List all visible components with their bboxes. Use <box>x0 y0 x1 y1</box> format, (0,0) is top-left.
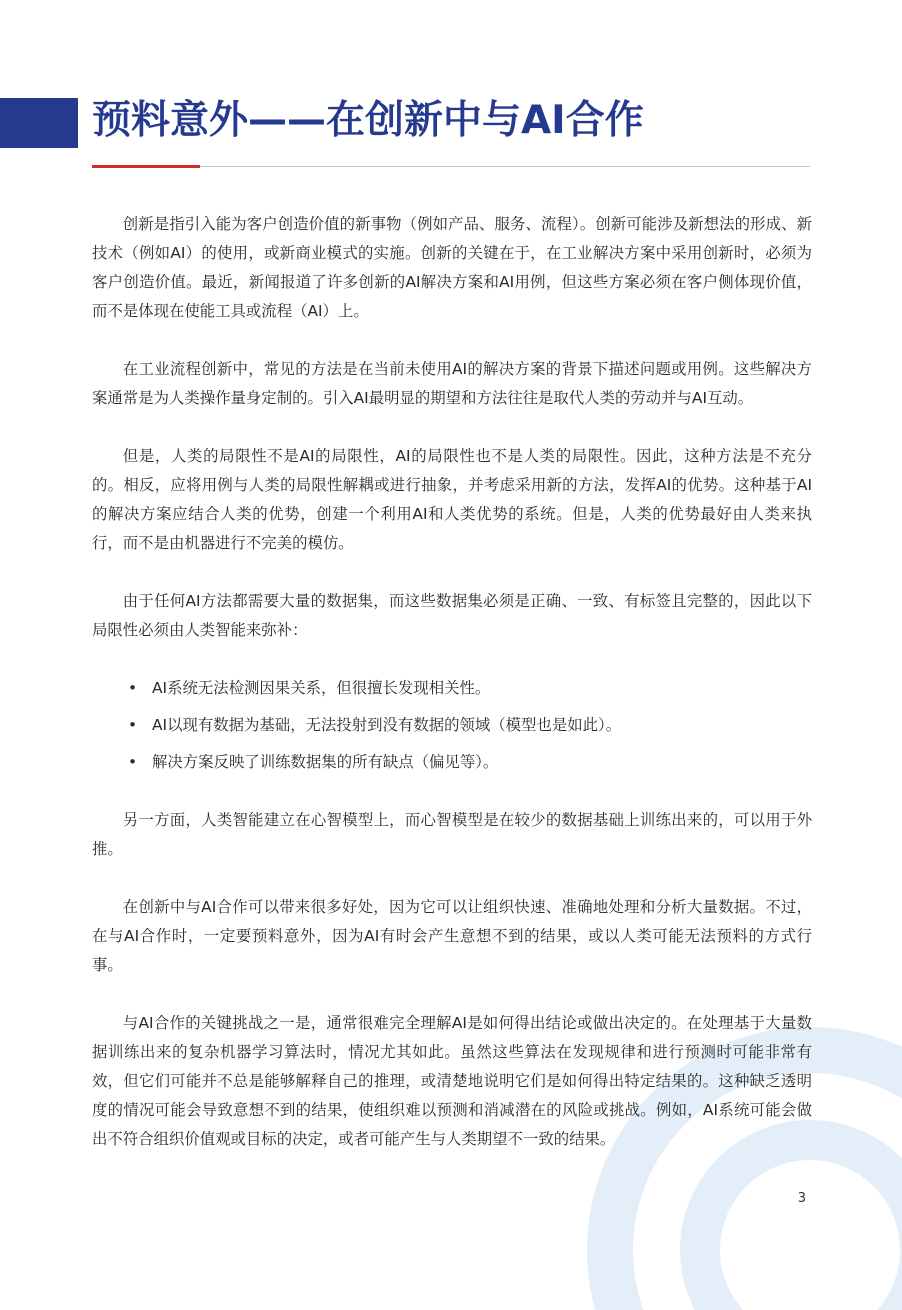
paragraph: 在工业流程创新中，常见的方法是在当前未使用AI的解决方案的背景下描述问题或用例。这些解决方案通常是为人类操作量身定制的。引入AI最明显的期望和方法往往是取代人类的劳动并与AI互动。 <box>92 360 812 407</box>
title-divider-accent <box>92 165 200 168</box>
paragraph: 另一方面，人类智能建立在心智模型上，而心智模型是在较少的数据基础上训练出来的，可以用于外推。 <box>92 811 812 858</box>
bullet-icon: • <box>128 753 138 771</box>
list-item <box>92 748 812 777</box>
paragraph: 创新是指引入能为客户创造价值的新事物（例如产品、服务、流程）。创新可能涉及新想法的形成、新技术（例如AI）的使用，或新商业模式的实施。创新的关键在于，在工业解决方案中采用创新时，必须为客户创造价值。最近，新闻报道了许多创新的AI解决方案和AI用例，但这些方案必须在客户侧体现价值，而不是体现在使能工具或流程（AI）上。 <box>92 215 812 320</box>
page-title: 预料意外——在创新中与AI合作 <box>92 98 644 143</box>
paragraph: 由于任何AI方法都需要大量的数据集，而这些数据集必须是正确、一致、有标签且完整的，因此以下局限性必须由人类智能来弥补： <box>92 592 812 639</box>
main-content <box>92 210 812 1183</box>
list-item-text: AI系统无法检测因果关系，但很擅长发现相关性。 <box>152 679 491 697</box>
list-item-text: 解决方案反映了训练数据集的所有缺点（偏见等）。 <box>152 753 499 771</box>
limitations-list <box>92 674 812 777</box>
title-accent-bar <box>0 98 78 148</box>
paragraph: 在创新中与AI合作可以带来很多好处，因为它可以让组织快速、准确地处理和分析大量数据。不过，在与AI合作时，一定要预料意外，因为AI有时会产生意想不到的结果，或以人类可能无法预料的方式行事。 <box>92 898 812 974</box>
paragraph: 与AI合作的关键挑战之一是，通常很难完全理解AI是如何得出结论或做出决定的。在处理基于大量数据训练出来的复杂机器学习算法时，情况尤其如此。虽然这些算法在发现规律和进行预测时可能非常有效，但它们可能并不总是能够解释自己的推理，或清楚地说明它们是如何得出特定结果的。这种缺乏透明度的情况可能会导致意想不到的结果，使组织难以预测和消减潜在的风险或挑战。例如，AI系统可能会做出不符合组织价值观或目标的决定，或者可能产生与人类期望不一致的结果。 <box>92 1014 812 1148</box>
list-item <box>92 711 812 740</box>
bullet-icon: • <box>128 716 138 734</box>
bullet-icon: • <box>128 679 138 697</box>
list-item <box>92 674 812 703</box>
page-number: 3 <box>797 1191 806 1206</box>
paragraph: 但是，人类的局限性不是AI的局限性，AI的局限性也不是人类的局限性。因此，这种方法是不充分的。相反，应将用例与人类的局限性解耦或进行抽象，并考虑采用新的方法，发挥AI的优势。这种基于AI的解决方案应结合人类的优势，创建一个利用AI和人类优势的系统。但是，人类的优势最好由人类来执行，而不是由机器进行不完美的模仿。 <box>92 447 812 552</box>
list-item-text: AI以现有数据为基础，无法投射到没有数据的领域（模型也是如此）。 <box>152 716 622 734</box>
